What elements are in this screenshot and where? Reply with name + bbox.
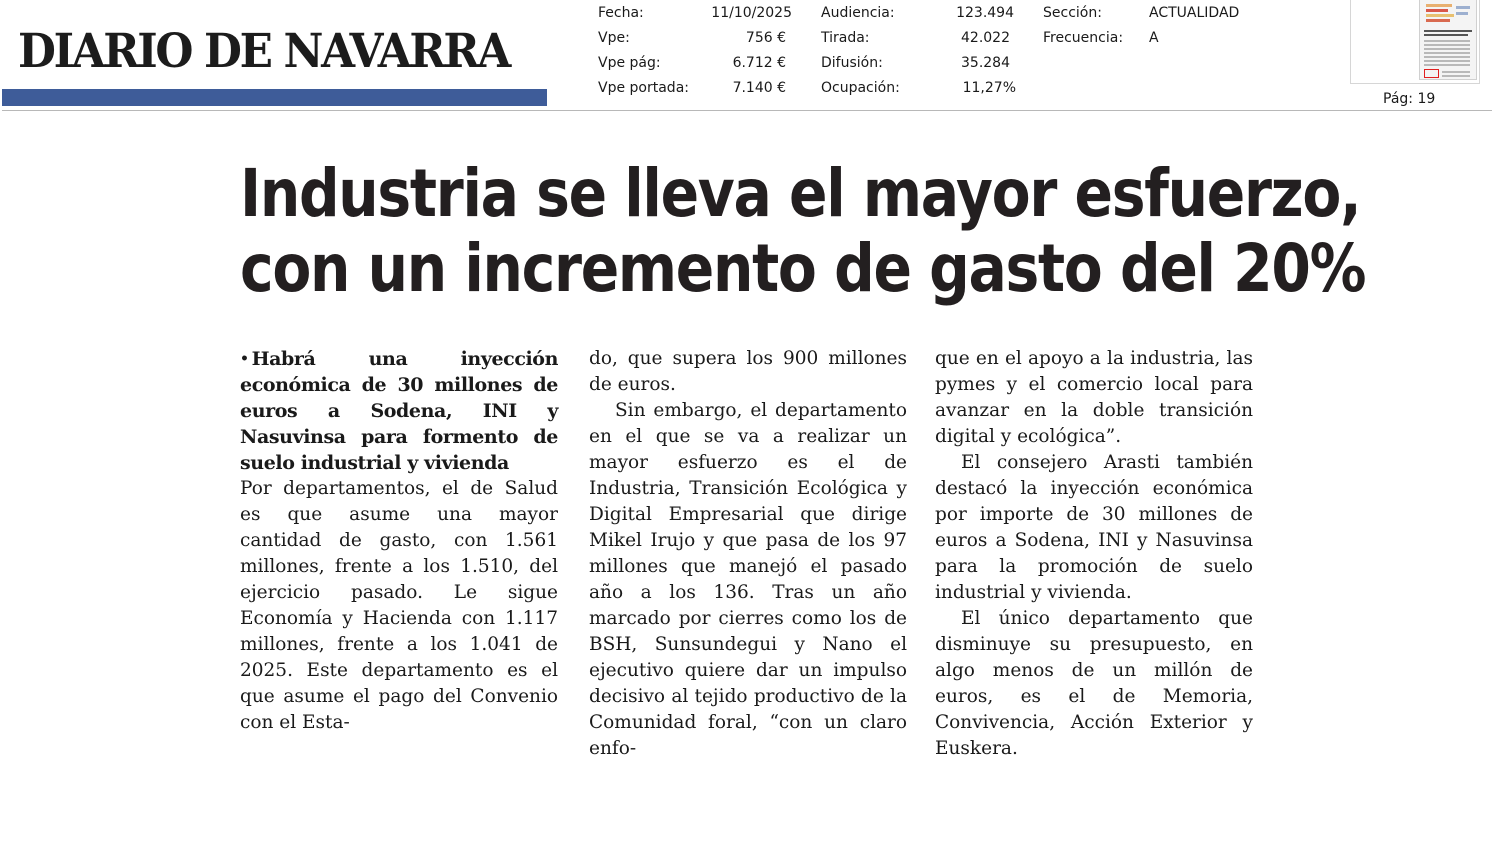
thumbnail-page-preview bbox=[1419, 0, 1477, 80]
ocupacion-value: 11,27% bbox=[962, 80, 1016, 96]
vpe-label: Vpe: bbox=[598, 30, 630, 46]
vpe-value: 756 € bbox=[745, 30, 786, 46]
difusion-value: 35.284 bbox=[961, 55, 1010, 71]
vpe-pag-value: 6.712 € bbox=[732, 55, 786, 71]
bullet-icon: • bbox=[240, 351, 249, 367]
article-lead bbox=[240, 346, 558, 476]
paragraph-1-continued: do, que supera los 900 millones de euros. bbox=[589, 348, 907, 395]
frecuencia-label: Frecuencia: bbox=[1043, 30, 1124, 46]
paragraph-1: Por departamentos, el de Salud es que asume una mayor cantidad de gasto, con 1.561 millones, frente a los 1.510, del ejercicio pasado. Le sigue Economía y Hacienda con 1.117 millones, frente a los 1.041 de 2025. Este departamento es el que asume el pago del Convenio con el Esta- bbox=[240, 478, 558, 733]
paragraph-2-continued: que en el apoyo a la industria, las pymes y el comercio local para avanzar en la doble transición digital y ecológica”. bbox=[935, 348, 1253, 447]
audiencia-label: Audiencia: bbox=[821, 5, 895, 21]
masthead-logo: DIARIO DE NAVARRA bbox=[18, 24, 509, 79]
paragraph-4: El único departamento que disminuye su presupuesto, en algo menos de un millón de euros, es el de Memoria, Convivencia, Acción Exterior y Euskera. bbox=[935, 608, 1253, 759]
difusion-label: Difusión: bbox=[821, 55, 883, 71]
headline-line-2: con un incremento de gasto del 20% bbox=[240, 230, 1366, 307]
paragraph-2: Sin embargo, el departamento en el que se va a realizar un mayor esfuerzo es el de Industria, Transición Ecológica y Digital Empresarial que dirige Mikel Irujo y que pasa de los 97 millones que manejó el pasado año a los 136. Tras un año marcado por cierres como los de BSH, Sunsundegui y Nano el ejecutivo quiere dar un impulso decisivo al tejido productivo de la Comunidad foral, “con un claro enfo- bbox=[589, 400, 907, 759]
page-number: Pág: 19 bbox=[1383, 91, 1436, 107]
audiencia-value: 123.494 bbox=[956, 5, 1014, 21]
frecuencia-value: A bbox=[1149, 30, 1159, 46]
lead-text: Habrá una inyección económica de 30 millones de euros a Sodena, INI y Nasuvinsa para formento de suelo industrial y vivienda bbox=[240, 348, 558, 474]
paragraph-3: El consejero Arasti también destacó la inyección económica por importe de 30 millones de euros a Sodena, INI y Nasuvinsa para la promoción de suelo industrial y vivienda. bbox=[935, 452, 1253, 603]
tirada-label: Tirada: bbox=[821, 30, 870, 46]
header-divider bbox=[2, 110, 1492, 111]
headline-line-1: Industria se lleva el mayor esfuerzo, bbox=[240, 155, 1361, 232]
article-column-3 bbox=[935, 346, 1253, 762]
seccion-value: ACTUALIDAD bbox=[1149, 5, 1240, 21]
ocupacion-label: Ocupación: bbox=[821, 80, 900, 96]
vpe-portada-label: Vpe portada: bbox=[598, 80, 689, 96]
article-column-1 bbox=[240, 346, 558, 736]
vpe-portada-value: 7.140 € bbox=[732, 80, 786, 96]
tirada-value: 42.022 bbox=[961, 30, 1010, 46]
fecha-value: 11/10/2025 bbox=[711, 5, 792, 21]
article-headline bbox=[240, 155, 1366, 307]
page-thumbnail[interactable] bbox=[1350, 0, 1480, 84]
thumbnail-highlight-box bbox=[1424, 69, 1439, 78]
masthead-bar bbox=[2, 89, 547, 106]
article-column-2 bbox=[589, 346, 907, 762]
fecha-label: Fecha: bbox=[598, 5, 644, 21]
vpe-pag-label: Vpe pág: bbox=[598, 55, 661, 71]
seccion-label: Sección: bbox=[1043, 5, 1102, 21]
